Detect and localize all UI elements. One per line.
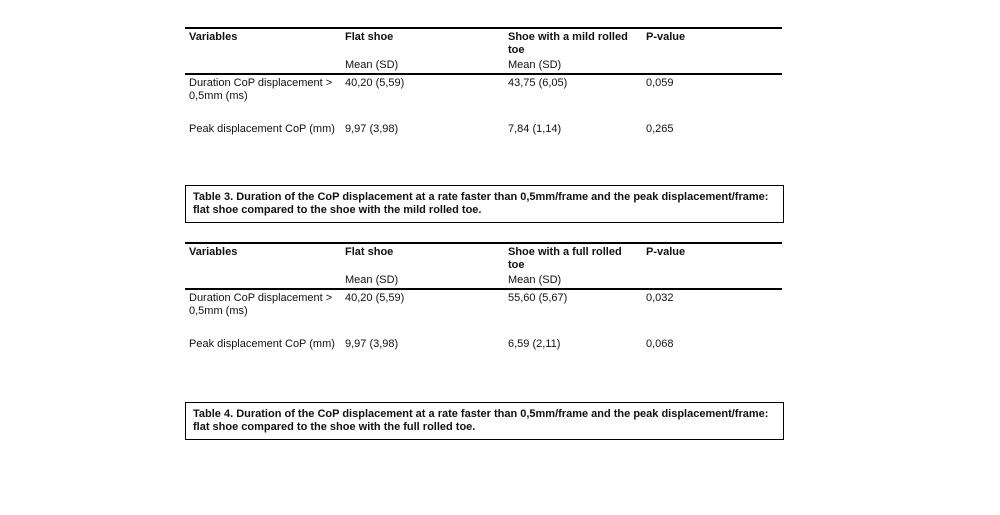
table-row: [185, 121, 782, 167]
row-p-value: 0,265: [646, 123, 674, 135]
table-4-header-row: [185, 244, 782, 290]
header-full-rolled-toe: Shoe with a full rolled toe: [508, 246, 622, 271]
row-flat-value: 40,20 (5,59): [345, 292, 405, 304]
header-variables: Variables: [189, 31, 238, 43]
row-p-value: 0,032: [646, 292, 674, 304]
row-mild-value: 43,75 (6,05): [508, 77, 568, 89]
row-flat-value: 9,97 (3,98): [345, 338, 399, 350]
header-mild-rolled-toe-sub: Mean (SD): [508, 59, 562, 71]
table-3-caption: Table 3. Duration of the CoP displacement at a rate faster than 0,5mm/frame and the peak displacement/frame: flat shoe compared to the shoe with the mild rolled toe.: [185, 185, 784, 223]
header-p-value: P-value: [646, 246, 686, 258]
table-row: [185, 336, 782, 382]
row-full-value: 6,59 (2,11): [508, 338, 561, 350]
row-variable: Duration CoP displacement > 0,5mm (ms): [189, 77, 333, 102]
row-variable: Peak displacement CoP (mm): [189, 123, 335, 135]
header-full-rolled-toe-sub: Mean (SD): [508, 274, 562, 286]
row-p-value: 0,068: [646, 338, 674, 350]
table-4-caption: Table 4. Duration of the CoP displacement at a rate faster than 0,5mm/frame and the peak displacement/frame: flat shoe compared to the shoe with the full rolled toe.: [185, 402, 784, 440]
table-4: [185, 242, 782, 382]
table-row: [185, 290, 782, 336]
table-row: [185, 75, 782, 121]
row-flat-value: 40,20 (5,59): [345, 77, 405, 89]
row-flat-value: 9,97 (3,98): [345, 123, 399, 135]
header-flat-shoe: Flat shoe: [345, 246, 394, 258]
row-mild-value: 7,84 (1,14): [508, 123, 562, 135]
row-p-value: 0,059: [646, 77, 674, 89]
header-flat-shoe: Flat shoe: [345, 31, 394, 43]
row-variable: Peak displacement CoP (mm): [189, 338, 335, 350]
row-variable: Duration CoP displacement > 0,5mm (ms): [189, 292, 333, 317]
row-full-value: 55,60 (5,67): [508, 292, 568, 304]
header-variables: Variables: [189, 246, 238, 258]
header-p-value: P-value: [646, 31, 686, 43]
header-flat-shoe-sub: Mean (SD): [345, 274, 399, 286]
header-mild-rolled-toe: Shoe with a mild rolled toe: [508, 31, 628, 56]
header-flat-shoe-sub: Mean (SD): [345, 59, 399, 71]
table-3-header-row: [185, 29, 782, 75]
table-3: [185, 27, 782, 167]
